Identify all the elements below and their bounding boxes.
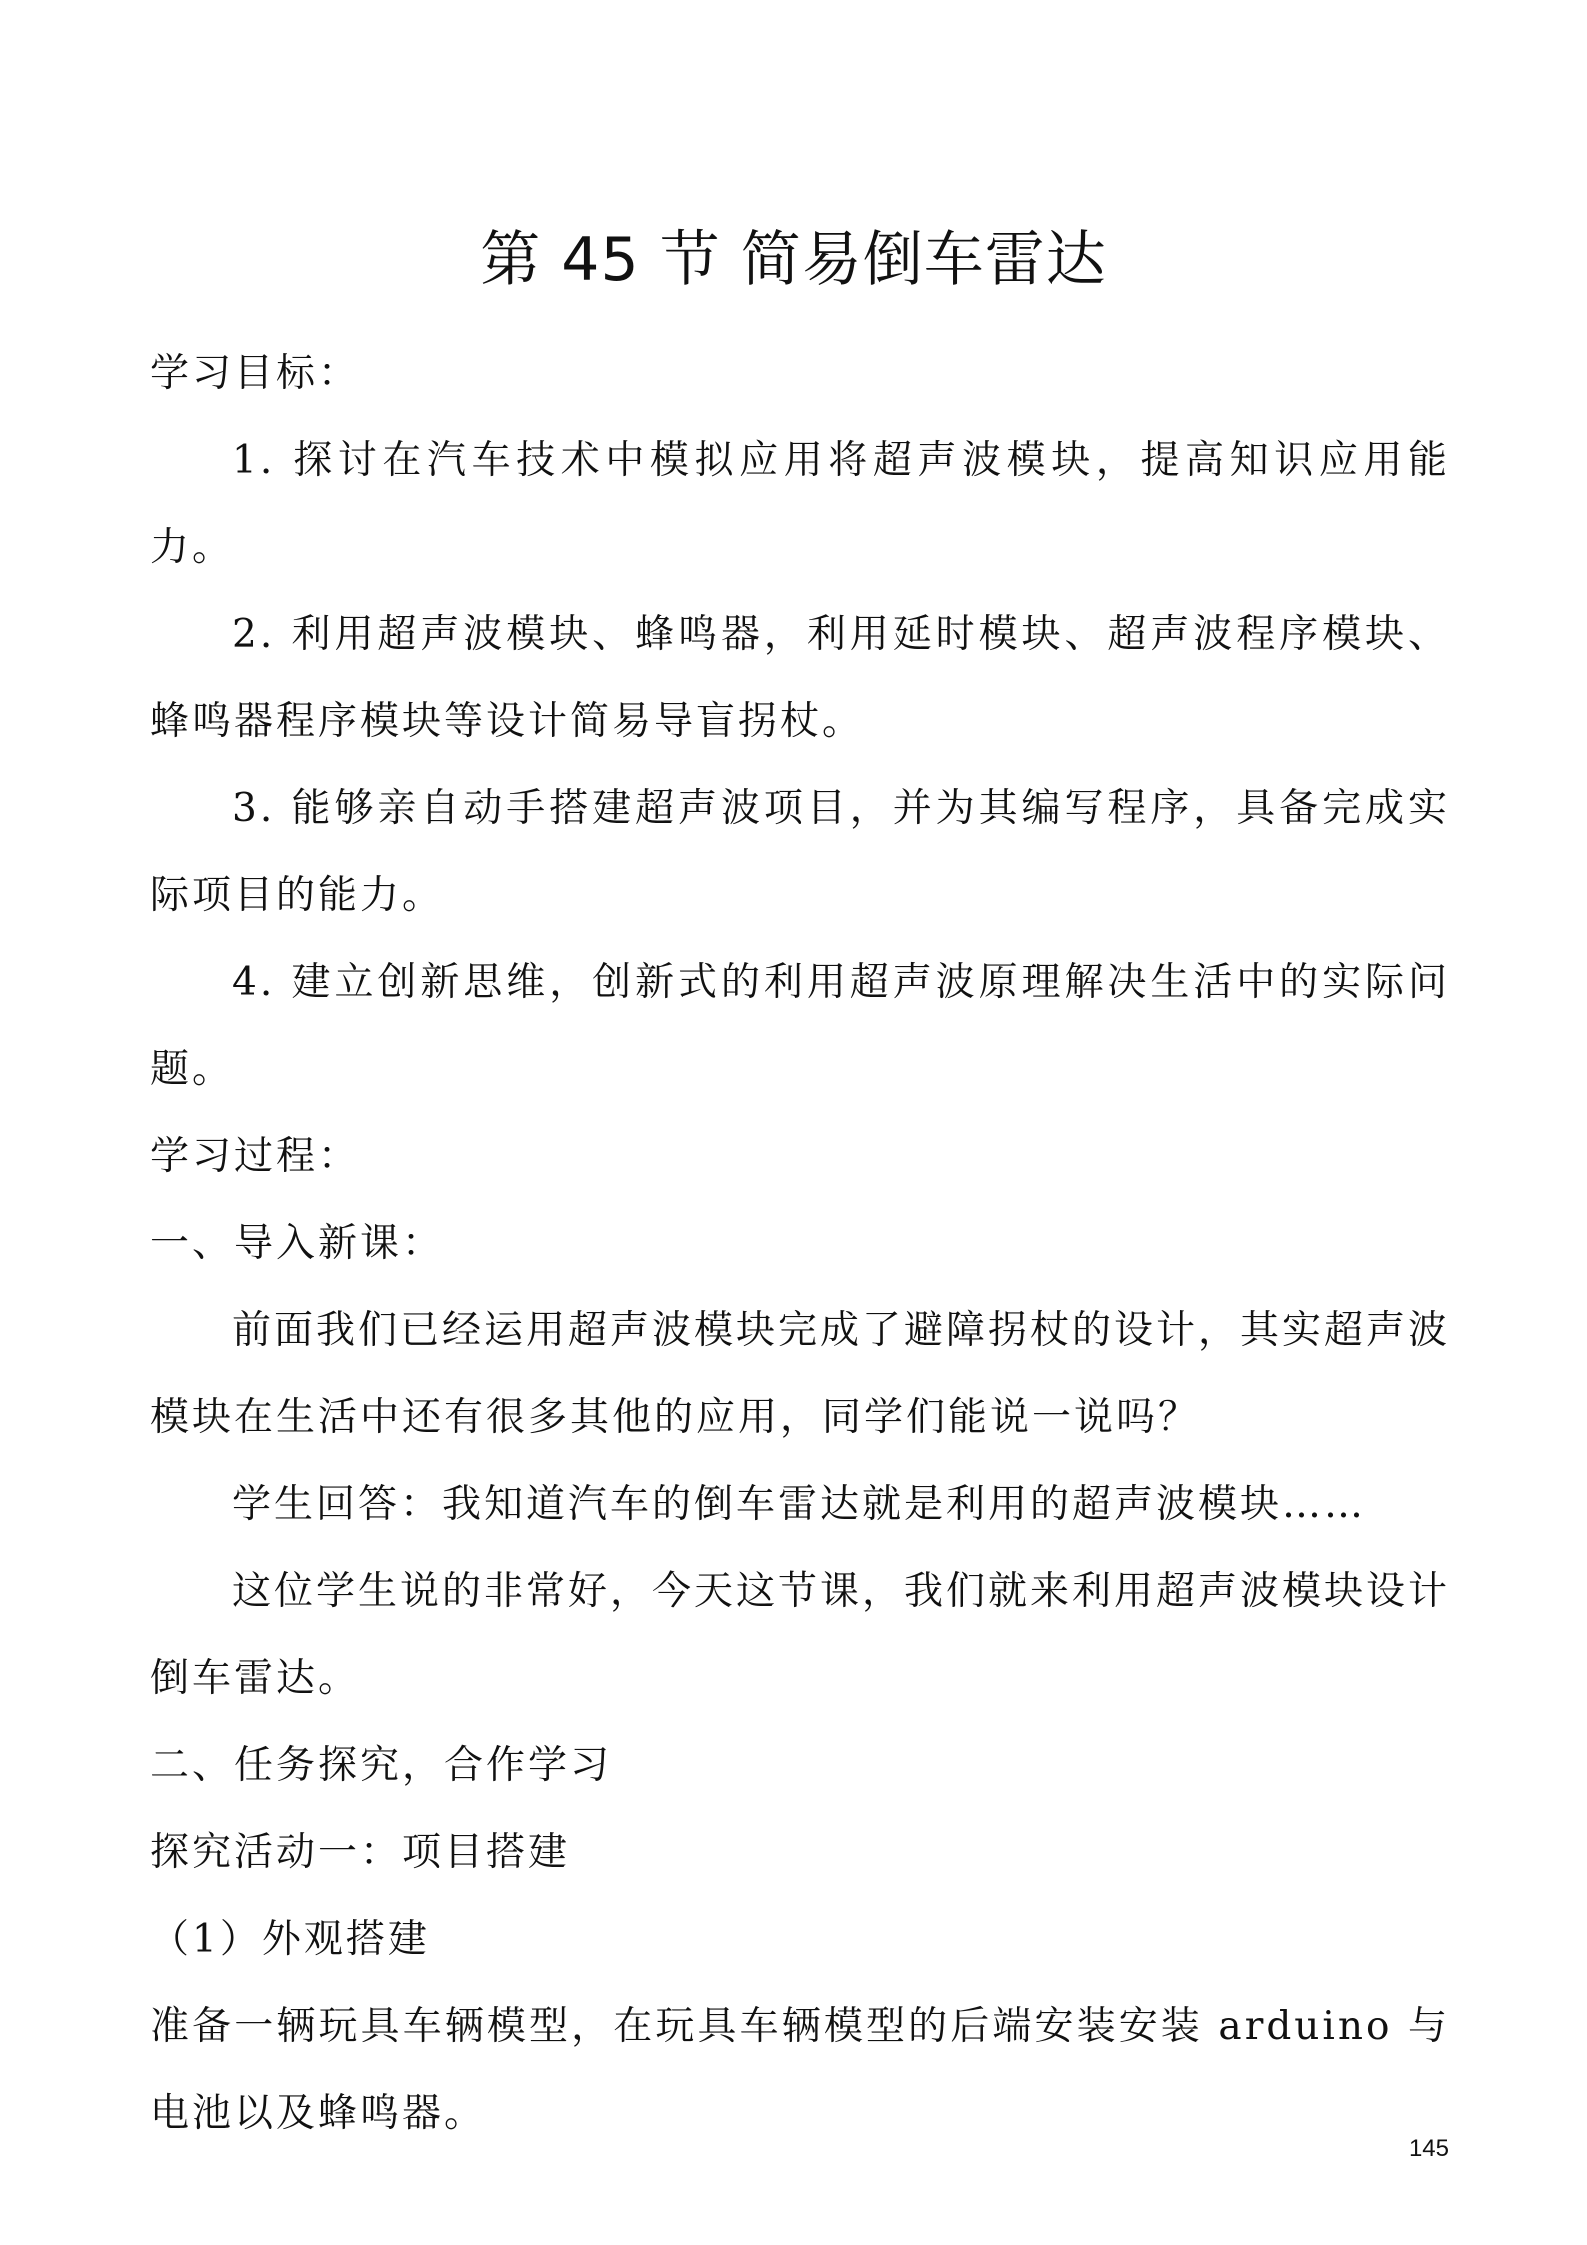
process-heading: 学习过程：	[150, 1134, 361, 1179]
step-heading: （1）外观搭建	[150, 1917, 430, 1962]
goal-item: 3. 能够亲自动手搭建超声波项目，并为其编写程序，具备完成实际项目的能力。	[150, 786, 1450, 918]
page-number: 145	[1408, 2135, 1449, 2162]
teacher-response: 这位学生说的非常好，今天这节课，我们就来利用超声波模块设计倒车雷达。	[150, 1569, 1451, 1701]
activity-heading: 探究活动一：项目搭建	[150, 1830, 571, 1875]
document-body	[150, 330, 1450, 2157]
step-paragraph: 准备一辆玩具车辆模型，在玩具车辆模型的后端安装安装 arduino 与电池以及蜂鸣器。	[150, 2004, 1450, 2136]
goal-item: 4. 建立创新思维，创新式的利用超声波原理解决生活中的实际问题。	[150, 960, 1450, 1092]
student-answer: 学生回答：我知道汽车的倒车雷达就是利用的超声波模块……	[232, 1482, 1367, 1527]
intro-paragraph: 前面我们已经运用超声波模块完成了避障拐杖的设计，其实超声波模块在生活中还有很多其他的应用，同学们能说一说吗？	[150, 1308, 1451, 1440]
section-heading: 一、导入新课：	[150, 1221, 445, 1266]
page-title: 第 45 节 简易倒车雷达	[480, 225, 1107, 295]
goals-heading: 学习目标：	[150, 351, 361, 396]
section-heading: 二、任务探究，合作学习	[150, 1743, 613, 1788]
goal-item: 2. 利用超声波模块、蜂鸣器，利用延时模块、超声波程序模块、蜂鸣器程序模块等设计简易导盲拐杖。	[150, 612, 1450, 744]
goal-item: 1. 探讨在汽车技术中模拟应用将超声波模块，提高知识应用能力。	[150, 438, 1450, 570]
